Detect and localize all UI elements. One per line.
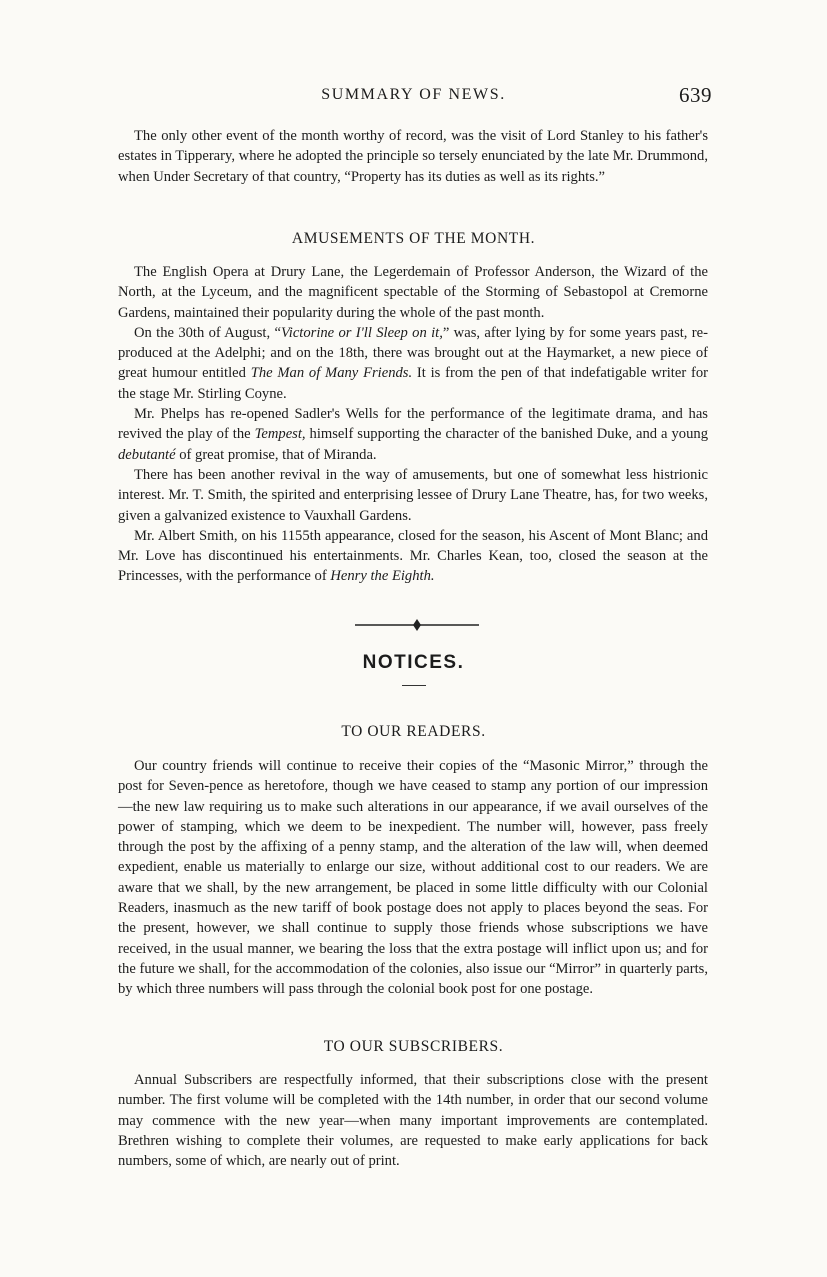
readers-text-block <box>118 756 708 1000</box>
text-run: ” was, after lying by for some years past, re-produced at the Adelphi; and on the 18th, there was brought out at the Haymarket, a new piece of great humour entitled <box>118 324 708 382</box>
subscribers-text-block <box>118 1070 708 1171</box>
word-debutante: debutanté <box>118 446 176 463</box>
play-title-man-of-many-friends: The Man of Many Friends. <box>250 365 413 382</box>
amusements-paragraph-5 <box>118 526 708 587</box>
intro-paragraph: The only other event of the month worthy of record, was the visit of Lord Stanley to his father's estates in Tipperary, where he adopted the principle so tersely enunciated by the late Mr. Drummond, when Under Secretary of that country, “Property has its duties as well as its rights.” <box>118 128 708 185</box>
running-title: SUMMARY OF NEWS. <box>321 86 506 103</box>
play-title-tempest: Tempest, <box>254 426 306 443</box>
short-rule <box>402 685 426 686</box>
page-number: 639 <box>679 83 712 107</box>
amusements-paragraph-1: The English Opera at Drury Lane, the Legerdemain of Professor Anderson, the Wizard of the North, at the Lyceum, and the magnificent spectable of the Storming of Sebastopol at Cremorne Gardens, maintained their popularity during the whole of the past month. <box>118 264 708 321</box>
amusements-heading: AMUSEMENTS OF THE MONTH. <box>291 230 536 247</box>
readers-paragraph: Our country friends will continue to receive their copies of the “Masonic Mirror,” through the post for Seven-pence as heretofore, though we have ceased to stamp any portion of our impression—the new law requiring us to make such alterations in our appearance, if we avail ourselves of the power of stamping, which we deem to be inexpedient. The number will, however, pass freely through the post by the affixing of a penny stamp, and the alteration of the law will, when deemed expedient, enable us materially to enlarge our size, without additional cost to our readers. We are aware that we shall, by the new arrangement, be placed in some little difficulty with our Colonial Readers, inasmuch as the new tariff of book postage does not apply to places beyond the seas. For the present, however, we shall continue to supply those friends whose subscriptions we have received, in the usual manner, we bearing the loss that the extra postage will inflict upon us; and for the future we shall, for the accommodation of the colonies, also issue our “Mirror” in quarterly parts, by which three numbers will pass through the colonial book post for one postage. <box>118 758 708 998</box>
subscribers-heading: TO OUR SUBSCRIBERS. <box>323 1038 504 1055</box>
amusements-paragraph-3 <box>118 404 708 465</box>
text-run: Mr. Phelps has re-opened Sadler's Wells for the performance of the legitimate drama, and has revived the play of the <box>118 406 708 443</box>
ornament-divider <box>355 618 479 632</box>
running-head <box>0 83 827 114</box>
text-run: himself supporting the character of the banished Duke, and a young <box>305 426 708 443</box>
text-run: of great promise, that of Miranda. <box>175 446 377 463</box>
intro-paragraph-block <box>118 126 708 187</box>
subscribers-paragraph: Annual Subscribers are respectfully informed, that their subscriptions close with the present number. The first volume will be completed with the 14th number, in order that our second volume may commence with the new year—when many important improvements are contemplated. Brethren wishing to complete their volumes, are requested to make early applications for back numbers, some of which, are nearly out of print. <box>118 1072 708 1170</box>
amusements-paragraph-2 <box>118 323 708 404</box>
readers-heading: TO OUR READERS. <box>341 723 486 740</box>
notices-title: NOTICES. <box>362 652 465 673</box>
text-run: On the 30th of August, “ <box>134 324 281 341</box>
amusements-paragraph-4: There has been another revival in the way of amusements, but one of somewhat less histrionic interest. Mr. T. Smith, the spirited and enterprising lessee of Drury Lane Theatre, has, for two weeks, given a galvanized existence to Vauxhall Gardens. <box>118 466 708 524</box>
amusements-text <box>118 262 708 587</box>
play-title-henry-eighth: Henry the Eighth. <box>330 568 435 585</box>
play-title-victorine: Victorine or I'll Sleep on it, <box>280 324 443 341</box>
text-run: It is from the pen of that indefatigable writer for the stage Mr. Stirling Coyne. <box>118 365 708 402</box>
text-run: Mr. Albert Smith, on his 1155th appearance, closed for the season, his Ascent of Mont Blanc; and Mr. Love has discontinued his entertainments. Mr. Charles Kean, too, closed the season at the Princesses, with the performance of <box>118 527 708 585</box>
